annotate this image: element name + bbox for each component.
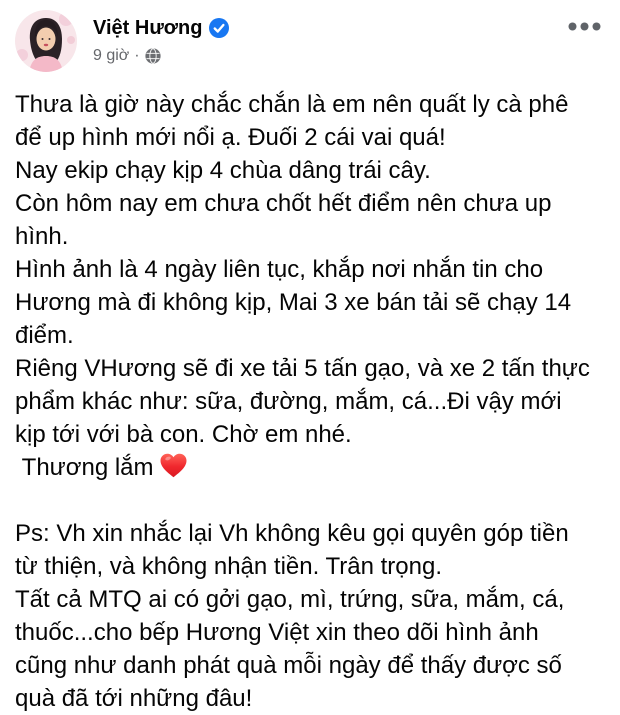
- post-paragraph: Riêng VHương sẽ đi xe tải 5 tấn gạo, và xe 2 tấn thực phẩm khác như: sữa, đường, mắm, cá...Đi vậy mới kịp tới với bà con. Chờ em nhé.: [15, 355, 597, 448]
- post-meta-row: [93, 46, 229, 66]
- post-paragraph: Hình ảnh là 4 ngày liên tục, khắp nơi nhắn tin cho Hương mà đi không kịp, Mai 3 xe bán tải sẽ chạy 14 điểm.: [15, 256, 578, 349]
- post-paragraph: Thưa là giờ này chắc chắn là em nên quất ly cà phê để up hình mới nổi ạ. Đuối 2 cái vai quá!: [15, 91, 576, 151]
- post-paragraph: Thương lắm: [15, 451, 593, 484]
- post-paragraph: Nay ekip chạy kịp 4 chùa dâng trái cây.: [15, 157, 431, 184]
- meta-separator: ·: [134, 47, 140, 64]
- post-header: [0, 0, 620, 72]
- post-content: [0, 72, 620, 715]
- timestamp[interactable]: 9 giờ: [93, 47, 130, 64]
- three-dots-icon: [568, 22, 601, 31]
- author-name[interactable]: Việt Hương: [93, 17, 203, 39]
- post-paragraph: [15, 484, 593, 517]
- avatar[interactable]: [15, 10, 77, 72]
- header-meta: [93, 10, 229, 66]
- globe-privacy-icon: [145, 48, 161, 64]
- name-row: [93, 15, 229, 41]
- post-paragraph: Ps: Vh xin nhắc lại Vh không kêu gọi quyên góp tiền từ thiện, và không nhận tiền. Trân trọng.: [15, 520, 576, 580]
- post-paragraph: Tất cả MTQ ai có gởi gạo, mì, trứng, sữa, mắm, cá, thuốc...cho bếp Hương Việt xin theo dõi hình ảnh cũng như danh phát quà mỗi ngày để thấy được số quà đã tới những đâu!: [15, 586, 572, 712]
- post-paragraph: Còn hôm nay em chưa chốt hết điểm nên chưa up hình.: [15, 190, 559, 250]
- avatar-illustration: [15, 10, 77, 72]
- verified-badge-icon: [209, 18, 229, 38]
- red-heart-emoji: [160, 453, 187, 478]
- more-options-button[interactable]: [562, 16, 607, 37]
